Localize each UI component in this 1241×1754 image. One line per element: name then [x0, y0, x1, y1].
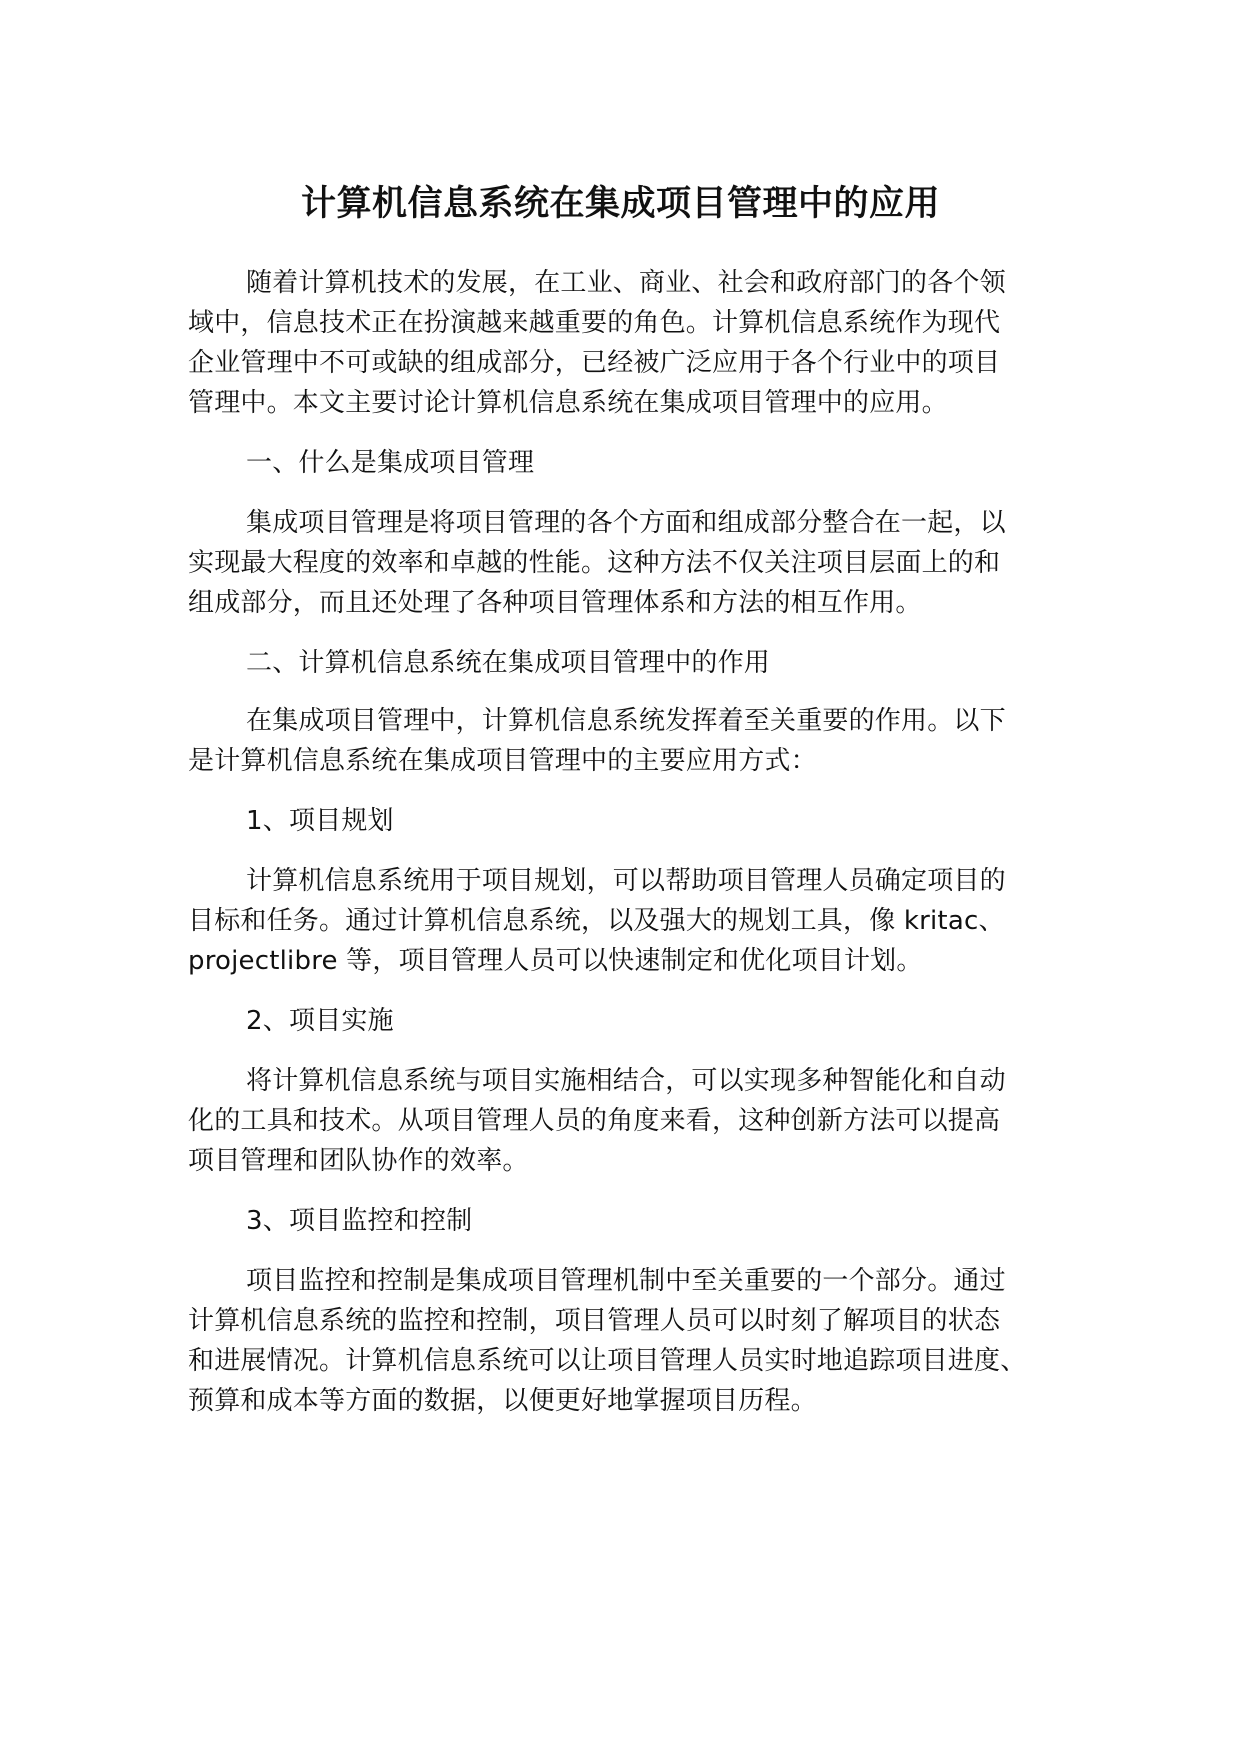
section-heading: 二、计算机信息系统在集成项目管理中的作用: [246, 648, 771, 678]
subsection-heading: 1、项目规划: [246, 806, 394, 836]
paragraph-line: 实现最大程度的效率和卓越的性能。这种方法不仅关注项目层面上的和: [188, 548, 1001, 578]
paragraph-line: 化的工具和技术。从项目管理人员的角度来看，这种创新方法可以提高: [188, 1106, 1001, 1136]
paragraph-line: 将计算机信息系统与项目实施相结合，可以实现多种智能化和自动: [246, 1066, 1006, 1096]
paragraph-line: 随着计算机技术的发展，在工业、商业、社会和政府部门的各个领: [246, 268, 1006, 298]
paragraph-line: 在集成项目管理中，计算机信息系统发挥着至关重要的作用。以下: [246, 706, 1006, 736]
section-heading: 一、什么是集成项目管理: [246, 448, 535, 478]
paragraph-line: 企业管理中不可或缺的组成部分，已经被广泛应用于各个行业中的项目: [188, 348, 1001, 378]
paragraph-line: 是计算机信息系统在集成项目管理中的主要应用方式：: [188, 746, 817, 776]
document-title: 计算机信息系统在集成项目管理中的应用: [300, 184, 940, 224]
paragraph-line: 集成项目管理是将项目管理的各个方面和组成部分整合在一起，以: [246, 508, 1006, 538]
paragraph-line: 目标和任务。通过计算机信息系统，以及强大的规划工具，像 kritac、: [188, 906, 1005, 936]
paragraph-line: 计算机信息系统的监控和控制，项目管理人员可以时刻了解项目的状态: [188, 1306, 1001, 1336]
paragraph-line: 组成部分，而且还处理了各种项目管理体系和方法的相互作用。: [188, 588, 922, 618]
paragraph-line: projectlibre 等，项目管理人员可以快速制定和优化项目计划。: [188, 946, 923, 976]
subsection-heading: 2、项目实施: [246, 1006, 394, 1036]
paragraph-line: 项目管理和团队协作的效率。: [188, 1146, 529, 1176]
paragraph-line: 域中，信息技术正在扮演越来越重要的角色。计算机信息系统作为现代: [188, 308, 1001, 338]
paragraph-line: 计算机信息系统用于项目规划，可以帮助项目管理人员确定项目的: [246, 866, 1006, 896]
paragraph-line: 和进展情况。计算机信息系统可以让项目管理人员实时地追踪项目进度、: [188, 1346, 1027, 1376]
subsection-heading: 3、项目监控和控制: [246, 1206, 473, 1236]
paragraph-line: 预算和成本等方面的数据，以便更好地掌握项目历程。: [188, 1386, 817, 1416]
paragraph-line: 项目监控和控制是集成项目管理机制中至关重要的一个部分。通过: [246, 1266, 1006, 1296]
paragraph-line: 管理中。本文主要讨论计算机信息系统在集成项目管理中的应用。: [188, 388, 948, 418]
